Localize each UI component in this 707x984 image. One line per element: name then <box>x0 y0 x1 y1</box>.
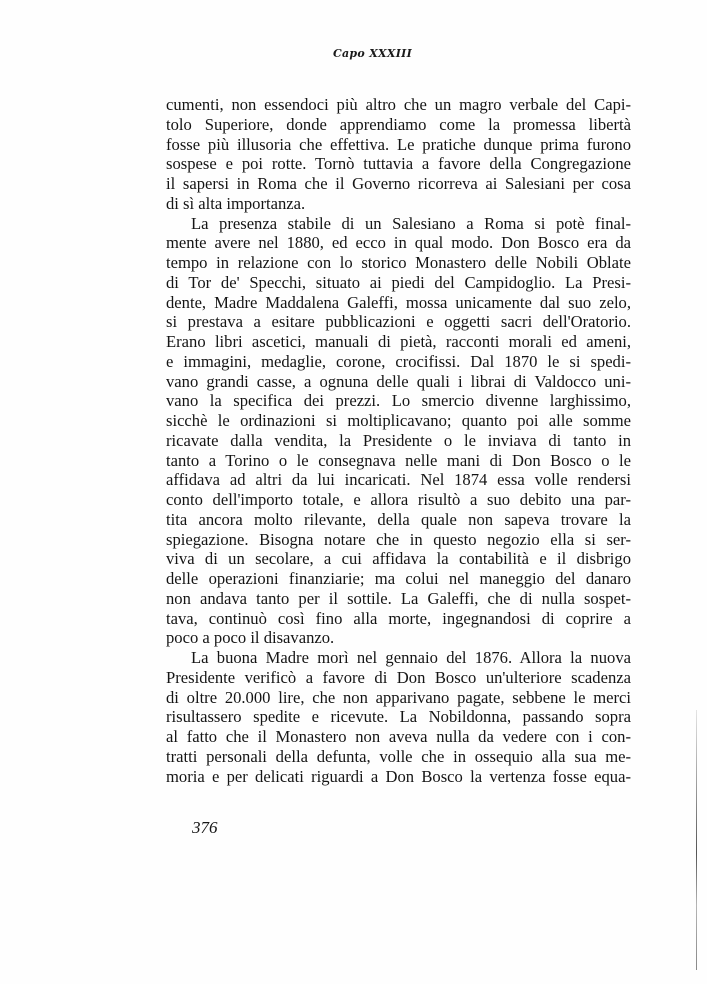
text-line: Erano libri ascetici, manuali di pietà, racconti morali ed ameni, <box>166 332 631 351</box>
text-line: tanto a Torino o le consegnava nelle mani di Don Bosco o le <box>166 450 631 470</box>
text-line: viva di un secolare, a cui affidava la contabilità e il disbrigo <box>166 549 631 569</box>
body-text <box>166 95 631 786</box>
text-line: il sapersi in Roma che il Governo ricorreva ai Salesiani per cosa <box>166 174 631 193</box>
text-line: dente, Madre Maddalena Galeffi, mossa unicamente dal suo zelo, <box>166 292 631 312</box>
text-line: spiegazione. Bisogna notare che in questo negozio ella si ser- <box>166 529 631 549</box>
text-line: tempo in relazione con lo storico Monastero delle Nobili Oblate <box>166 253 631 272</box>
text-line: tava, continuò così fino alla morte, ingegnandosi di coprire a <box>166 608 631 628</box>
text-line: Presidente verificò a favore di Don Bosco un'ulteriore scadenza <box>166 667 631 687</box>
text-line: conto dell'importo totale, e allora risultò a suo debito una par- <box>166 490 631 509</box>
text-line: La buona Madre morì nel gennaio del 1876. Allora la nuova <box>191 648 631 667</box>
text-line: La presenza stabile di un Salesiano a Roma si potè final- <box>191 213 631 233</box>
text-line: di sì alta importanza. <box>166 193 306 213</box>
scan-margin-edge <box>696 710 697 970</box>
text-line: poco a poco il disavanzo. <box>166 628 335 648</box>
text-line: ricavate dalla vendita, la Presidente o le inviava di tanto in <box>166 430 631 450</box>
text-line: di Tor de' Specchi, situato ai piedi del Campidoglio. La Presi- <box>166 272 631 292</box>
text-line: di oltre 20.000 lire, che non apparivano pagate, sebbene le merci <box>166 687 631 707</box>
text-line: delle operazioni finanziarie; ma colui nel maneggio del danaro <box>166 569 631 588</box>
page-number: 376 <box>192 818 218 837</box>
text-line: e immagini, medaglie, corone, crocifissi. Dal 1870 le si spedi- <box>166 351 631 371</box>
text-line: al fatto che il Monastero non aveva nulla da vedere con i con- <box>166 727 631 746</box>
running-head-title: Capo XXXIII <box>332 47 413 60</box>
text-line: vano grandi casse, a ognuna delle quali i librai di Valdocco uni- <box>166 371 631 391</box>
text-line: mente avere nel 1880, ed ecco in qual modo. Don Bosco era da <box>166 233 631 253</box>
text-line: sicchè le ordinazioni si moltiplicavano; quanto poi alle somme <box>166 411 631 430</box>
text-line: tolo Superiore, donde apprendiamo come la promessa libertà <box>166 114 631 134</box>
text-line: vano la specifica dei prezzi. Lo smercio divenne larghissimo, <box>166 391 631 411</box>
text-line: tita ancora molto rilevante, della quale non sapeva trovare la <box>166 509 631 529</box>
text-line: tratti personali della defunta, volle che in ossequio alla sua me- <box>166 746 631 766</box>
text-line: affidava ad altri da lui incaricati. Nel 1874 essa volle rendersi <box>166 470 631 490</box>
text-line: cumenti, non essendoci più altro che un magro verbale del Capi- <box>166 95 631 114</box>
text-line: sospese e poi rotte. Tornò tuttavia a favore della Congregazione <box>166 154 631 174</box>
text-line: risultassero spedite e ricevute. La Nobildonna, passando sopra <box>166 707 631 727</box>
text-line: moria e per delicati riguardi a Don Bosco la vertenza fosse equa- <box>166 766 631 786</box>
text-line: fosse più illusoria che effettiva. Le pratiche dunque prima furono <box>166 134 631 154</box>
text-line: non andava tanto per il sottile. La Galeffi, che di nulla sospet- <box>166 588 631 608</box>
text-line: si prestava a esitare pubblicazioni e oggetti sacri dell'Oratorio. <box>166 312 631 332</box>
